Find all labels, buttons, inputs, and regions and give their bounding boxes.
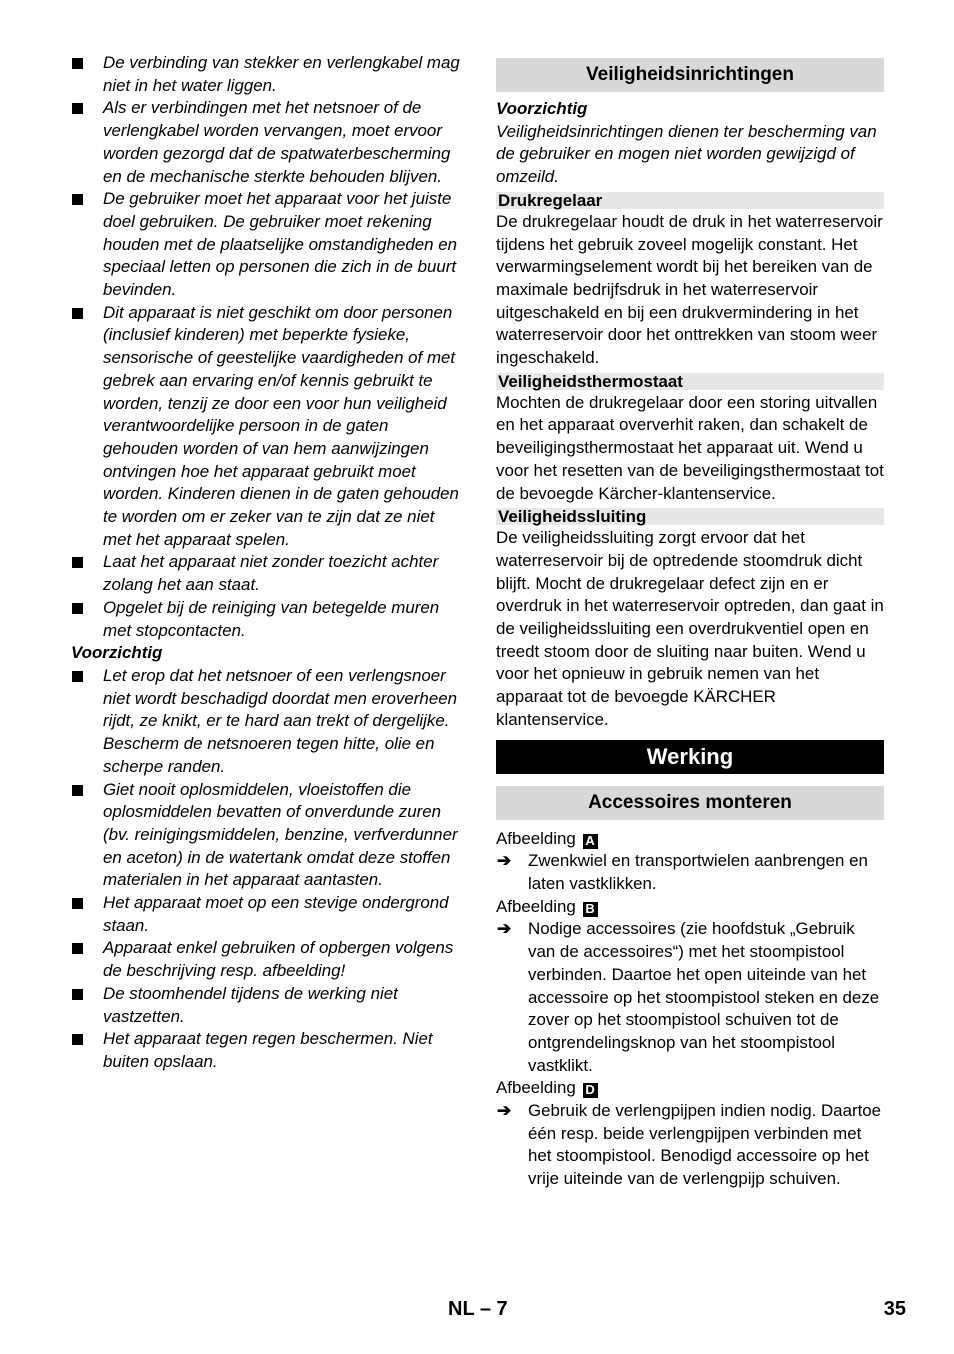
list-item: ➔ Nodige accessoires (zie hoofdstuk „Gebruik van de accessoires“) met het stoompistool verbinden. Daartoe het open uiteinde van het accessoire op het stoompistool steken en deze zover op het stoompistool schuiven tot de ontgrendelingsknop van het stoompistool vastklikt. xyxy=(497,919,880,1075)
list-item: Giet nooit oplosmiddelen, vloeistoffen die oplosmiddelen bevatten of onverdunde zuren (bv. reinigingsmiddelen, benzine, verfverdunner en aceton) in de watertank omdat deze stoffen materialen in het apparaat aantasten. xyxy=(71,779,461,893)
figure-reference: Afbeelding A xyxy=(496,828,884,851)
arrow-right-icon: ➔ xyxy=(497,919,512,939)
bullet-square-icon xyxy=(72,103,83,114)
bullet-square-icon xyxy=(72,785,83,796)
bullet-square-icon xyxy=(72,671,83,682)
bullet-square-icon xyxy=(72,943,83,954)
list-item: De verbinding van stekker en verlengkabel mag niet in het water liggen. xyxy=(71,52,461,97)
figure-reference: Afbeelding D xyxy=(496,1077,884,1100)
mount-accessories-heading: Accessoires monteren xyxy=(496,786,884,820)
figure-reference: Afbeelding B xyxy=(496,896,884,919)
safety-thermostat-title: Veiligheidsthermostaat xyxy=(496,373,884,390)
safety-lock-text: De veiligheidssluiting zorgt ervoor dat het waterreservoir bij de optredende stoomdruk dicht blijft. Mocht de drukregelaar defect zijn en er overdruk in het waterreservoir optreden, dan gaat in de veiligheidssluiting een overdrukventiel open en treedt stoom door de sluiting naar buiten. Wend u voor het opnieuw in gebruik nemen van het apparaat tot de bevoegde KÄRCHER klantenservice. xyxy=(496,528,884,729)
bullet-square-icon xyxy=(72,989,83,1000)
bullet-square-icon xyxy=(72,194,83,205)
caution-text: Veiligheidsinrichtingen dienen ter bescherming van de gebruiker en mogen niet worden gewijzigd of omzeild. xyxy=(496,121,877,187)
list-item: ➔ Gebruik de verlengpijpen indien nodig. Daartoe één resp. beide verlengpijpen verbinden met het stoompistool. Benodigd accessoire op het vrije uiteinde van de verlengpijp schuiven. xyxy=(497,1101,882,1189)
caution-label: Voorzichtig xyxy=(496,99,588,118)
bullet-square-icon xyxy=(72,557,83,568)
list-item: ➔ Zwenkwiel en transportwielen aanbrengen en laten vastklikken. xyxy=(497,851,868,893)
bullet-square-icon xyxy=(72,898,83,909)
bullet-square-icon xyxy=(72,58,83,69)
pressure-regulator-title: Drukregelaar xyxy=(496,192,884,209)
figure-letter-badge: D xyxy=(583,1083,598,1098)
list-item: Opgelet bij de reiniging van betegelde muren met stopcontacten. xyxy=(71,597,461,642)
left-column xyxy=(71,52,461,1074)
safety-thermostat-text: Mochten de drukregelaar door een storing uitvallen en het apparaat oververhit raken, dan schakelt de beveiligingsthermostaat het apparaat uit. Wend u voor het resetten van de beveiligingsthermostaat tot de bevoegde Kärcher-klantenservice. xyxy=(496,392,884,503)
bullet-square-icon xyxy=(72,1034,83,1045)
footer-page-number: 35 xyxy=(883,1298,906,1320)
arrow-right-icon: ➔ xyxy=(497,1101,512,1121)
list-item: Het apparaat moet op een stevige ondergrond staan. xyxy=(71,892,461,937)
list-item: Het apparaat tegen regen beschermen. Niet buiten opslaan. xyxy=(71,1028,461,1073)
list-item: De gebruiker moet het apparaat voor het juiste doel gebruiken. De gebruiker moet rekening houden met de plaatselijke omstandigheden en speciaal letten op personen die zich in de buurt bevinden. xyxy=(71,188,461,302)
list-item: Apparaat enkel gebruiken of opbergen volgens de beschrijving resp. afbeelding! xyxy=(71,937,461,982)
list-item: Dit apparaat is niet geschikt om door personen (inclusief kinderen) met beperkte fysieke, sensorische of geestelijke vaardigheden of met gebrek aan ervaring en/of kennis gebruikt te worden, tenzij ze door een voor hun veiligheid verantwoordelijke persoon in de gaten gehouden worden of van hem aanwijzingen ontvingen hoe het apparaat gebruikt moet worden. Kinderen dienen in de gaten gehouden te worden om er zeker van te zijn dat ze niet met het apparaat spelen. xyxy=(71,302,461,552)
safety-devices-heading: Veiligheidsinrichtingen xyxy=(496,58,884,92)
list-item: Let erop dat het netsnoer of een verlengsnoer niet wordt beschadigd doordat men eroverheen rijdt, ze knikt, er te hard aan trekt of dergelijke. Bescherm de netsnoeren tegen hitte, olie en scherpe randen. xyxy=(71,665,461,779)
list-item: De stoomhendel tijdens de werking niet vastzetten. xyxy=(71,983,461,1028)
arrow-right-icon: ➔ xyxy=(497,851,512,871)
safety-bullets-top xyxy=(71,52,461,642)
right-column xyxy=(496,52,884,1191)
bullet-square-icon xyxy=(72,603,83,614)
caution-label: Voorzichtig xyxy=(71,643,163,663)
operation-heading: Werking xyxy=(496,740,884,774)
pressure-regulator-text: De drukregelaar houdt de druk in het waterreservoir tijdens het gebruik zoveel mogelijk constant. Het verwarmingselement wordt bij het bereiken van de maximale bedrijfsdruk in het waterreservoir uitgeschakeld en bij een drukvermindering in het waterreservoir door het onttrekken van stoom weer ingeschakeld. xyxy=(496,211,883,368)
list-item: Laat het apparaat niet zonder toezicht achter zolang het aan staat. xyxy=(71,551,461,596)
list-item: Als er verbindingen met het netsnoer of de verlengkabel worden vervangen, moet ervoor worden gezorgd dat de spatwaterbescherming en de mechanische sterkte behouden blijven. xyxy=(71,97,461,188)
figure-letter-badge: B xyxy=(583,902,598,917)
safety-lock-title: Veiligheidssluiting xyxy=(496,508,884,525)
bullet-square-icon xyxy=(72,308,83,319)
safety-bullets-bottom xyxy=(71,665,461,1074)
footer-section-label: NL – 7 xyxy=(448,1298,508,1320)
figure-letter-badge: A xyxy=(583,834,598,849)
